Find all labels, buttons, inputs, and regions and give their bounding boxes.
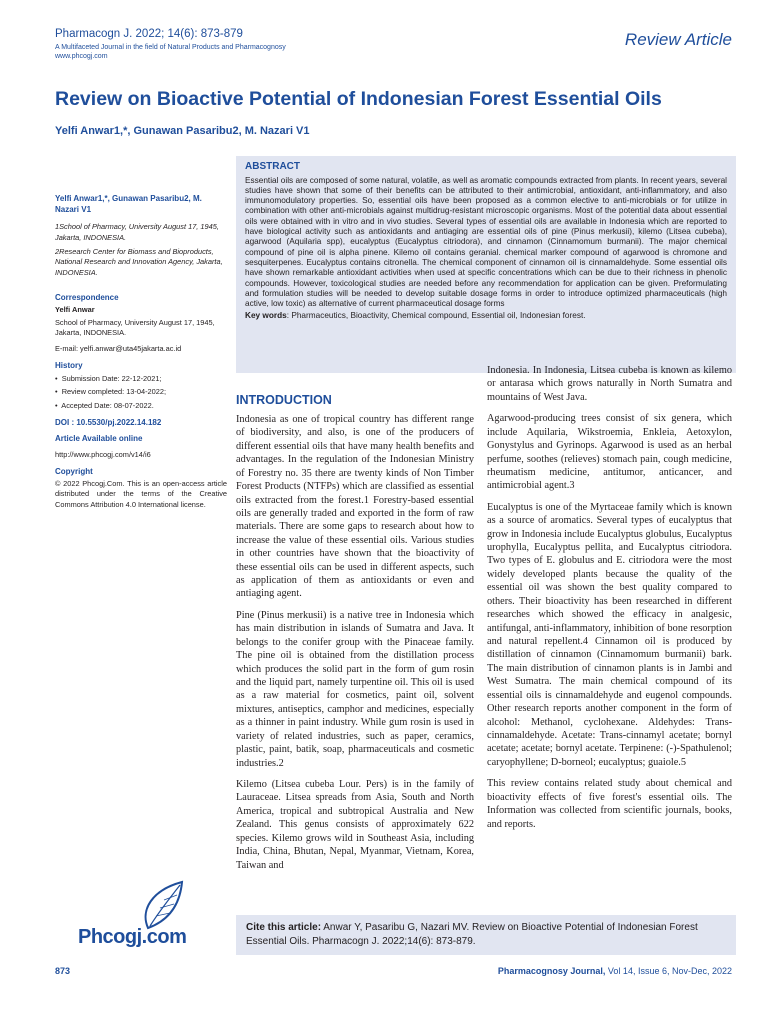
affiliation-1: 1School of Pharmacy, University August 17, 1945, Jakarta, INDONESIA.	[55, 222, 219, 242]
correspondent-address: School of Pharmacy, University August 17, 1945, Jakarta, INDONESIA.	[55, 317, 215, 338]
abstract-text: Essential oils are composed of some natural, volatile, as well as aromatic compounds extracted from plants. In recent years, several studies have shown that some of their benefits can be attributed to their antimicrobial, antioxidant, anti-inflammatory, and also immunomodulatory properties. So, essential oils have been proposed as a common elective to anti-microbials or for utilize in combination with other anti-microbials against multidrug-resistant microscopic organisms. Most of the potential data about essential oils were obtained with in vitro and in vivo studies. Several types of essential oils are available in Indonesia which are reported to have biological activity such as antioxidants and antiaging are essential oils of pine (Pinus merkusii), kilemo (Litsea cubeba), agarwood (Aquilaria spp), eucalyptus (Eucalyptus citriodora), and cinnamon (Cinnamomum burmanii). The major chemical compound of pine oil is alpha pinene. Kilemo oil contains geranial. chemical marker compound of agarwood is chromone and sesquiterpenes. Eucalyptus contains citronella. The chemical component of cinnamon oil is cinnamaldehyde. Some essential oils have shown remarkable antioxidant activities when used at specific concentrations which can be due to their richness in phenolic compounds. However, toxicological studies are needed before any recommendation for application can be given. Preformulating and formulation studies will be needed to develop suitable dosage forms in order to introduce optimized pharmaceuticals (high active, low toxic) as alternative of current pharmaceutical dosage forms	[245, 175, 727, 309]
sidebar-authors: Yelfi Anwar1,*, Gunawan Pasaribu2, M. Nazari V1	[55, 194, 202, 215]
sidebar	[55, 193, 227, 510]
paragraph: Indonesia. In Indonesia, Litsea cubeba is known as kilemo or antarasa which grows naturally in North Sumatra and mountains of West Java.	[487, 365, 732, 403]
article-type: Review Article	[624, 30, 732, 49]
paragraph: This review contains related study about chemical and bioactivity effects of five forest's essential oils. The Information was collected from scientific journals, books, and reports.	[487, 778, 732, 830]
copyright-text: © 2022 Phcogj.Com. This is an open-access article distributed under the terms of the Creative Commons Attribution 4.0 International license.	[55, 478, 227, 509]
body-column-right	[487, 364, 732, 839]
available-heading: Article Available online	[55, 434, 143, 444]
introduction-heading: INTRODUCTION	[236, 393, 332, 407]
history-item: • Submission Date: 22-12-2021;	[55, 373, 162, 383]
correspondent-name: Yelfi Anwar	[55, 305, 95, 315]
article-title: Review on Bioactive Potential of Indonesian Forest Essential Oils	[55, 88, 662, 110]
abstract-heading: ABSTRACT	[245, 161, 300, 172]
journal-citation: Pharmacogn J. 2022; 14(6): 873-879	[55, 28, 243, 40]
cite-label: Cite this article:	[246, 922, 322, 933]
paragraph: Agarwood-producing trees consist of six genera, which include Aquilaria, Wikstroemia, Enkleia, Aetoxylon, Gonystylus and Gyrinops. Agarwood is used as an herbal perfume, soothes (relieves) stomach pain, cough medicine, rheumatism medicine, antitumor, anticancer, and antimicrobial agent.3	[487, 413, 732, 492]
history-list	[55, 374, 227, 411]
paragraph: Indonesia as one of tropical country has different range of biodiversity, and also, is one of the producers of different essential oils that have many health benefits and advantages. In the regulation of the Indonesian Ministry of Forestry no. 35 there are twenty kinds of Non Timber Forest Products (NTFPs) which are classified as essential oils extracted from the forest.1 Forestry-based essential oils are generally traded and exported in the form of raw materials. There are some gaps to research about how to increase the value of these essential oils. Various studies in other countries have shown that the bioactivity of these essential oils can be used in different aspects, such as application of them as antioxidants or even and antiaging agent.	[236, 414, 474, 600]
keywords: Key words: Pharmaceutics, Bioactivity, Chemical compound, Essential oil, Indonesian forest.	[245, 310, 586, 320]
footer-journal: Pharmacognosy Journal, Vol 14, Issue 6, Nov-Dec, 2022	[497, 966, 732, 976]
available-url[interactable]: http://www.phcogj.com/v14/i6	[55, 450, 151, 460]
cite-text: Anwar Y, Pasaribu G, Nazari MV. Review on Bioactive Potential of Indonesian Forest Essential Oils. Pharmacogn J. 2022;14(6): 873-879.	[246, 922, 698, 947]
journal-header	[55, 28, 435, 62]
correspondent-email[interactable]: E-mail: yelfi.anwar@uta45jakarta.ac.id	[55, 344, 182, 354]
abstract-box	[236, 156, 736, 373]
correspondence-heading: Correspondence	[55, 293, 119, 303]
paragraph: Kilemo (Litsea cubeba Lour. Pers) is in the family of Lauraceae. Litsea spreads from Asia, South and North America, tropical and subtropical Australia and New Zealand. This genus consists of approximately 622 species. Kilemo grows wild in Southeast Asia, including India, China, Bhutan, Nepal, Myanmar, Vietnam, Korea, Taiwan and	[236, 778, 474, 871]
copyright-heading: Copyright	[55, 466, 93, 476]
cite-box	[236, 915, 736, 955]
paragraph: Eucalyptus is one of the Myrtaceae family which is known as a source of aromatics. Several types of eucalyptus that grow in Indonesia include Eucalyptus globulus, Eucalyptus urophylla, Eucalyptus pellita, and Eucalyptus citriodora. Two types of E. globulus and E. citriodora were the most widely developed plants because the quality of the essential oil was shown the best quality compared to others. Their bioactivity has been researched in different researches which showed the efficacy in analgesic, antifungal, anti-inflammatory, inhibition of bone resorption and natural repellent.4 Cinnamon oil is produced by distillation of cinnamon (Cinnamomum burmanii) bark. The main distribution of cinnamon plants is in Jambi and West Sumatra. The main chemical compound of its essential oils is cinnamaldehyde and eugenol compounds. Other research reports another component in the form of alcohol: Methanol, cyclohexane. Aldehydes: Trans-cinnamaldehyde. Acetate: Trans-cinnamyl acetate; bornyl acetate; acetate; bornyl acetate. Terpinene: (-)-Spathulenol; caryophyllene; D-borneol; eucalyptus; guaiole.5	[487, 501, 732, 768]
journal-subtitle: A Multifaceted Journal in the field of Natural Products and Pharmacognosy	[55, 44, 286, 51]
page-number: 873	[55, 966, 71, 976]
affiliation-2: 2Research Center for Biomass and Bioproducts, National Research and Innovation Agency, Jakarta, INDONESIA.	[55, 247, 223, 277]
body-column-left	[236, 413, 474, 880]
paragraph: Pine (Pinus merkusii) is a native tree in Indonesia which has main distribution in islands of Sumatra and Java. It belongs to the conifer group with the Pinaceae family. The pine oil is obtained from the distillation process which produces the solid part in the form of gum rosin and the liquid part, namely turpentine oil. This oil is used as a raw material for cosmetics, paint oil, solvent mixtures, antiseptics, camphor and medicines, especially as a thinner in paint industry. While gum rosin is used in variety of related industries, such as paper, ceramics, plastic, paint, batik, soap, pharmaceuticals and cosmetic industries.2	[236, 609, 474, 769]
history-item: • Accepted Date: 08-07-2022.	[55, 400, 154, 410]
logo-text: Phcogj.com	[78, 926, 187, 948]
history-heading: History	[55, 360, 83, 370]
journal-logo	[78, 880, 198, 950]
history-item: • Review completed: 13-04-2022;	[55, 387, 167, 397]
journal-url[interactable]: www.phcogj.com	[55, 53, 108, 61]
doi[interactable]: DOI : 10.5530/pj.2022.14.182	[55, 418, 162, 428]
leaf-icon	[78, 880, 198, 930]
author-list: Yelfi Anwar1,*, Gunawan Pasaribu2, M. Nazari V1	[55, 125, 310, 137]
